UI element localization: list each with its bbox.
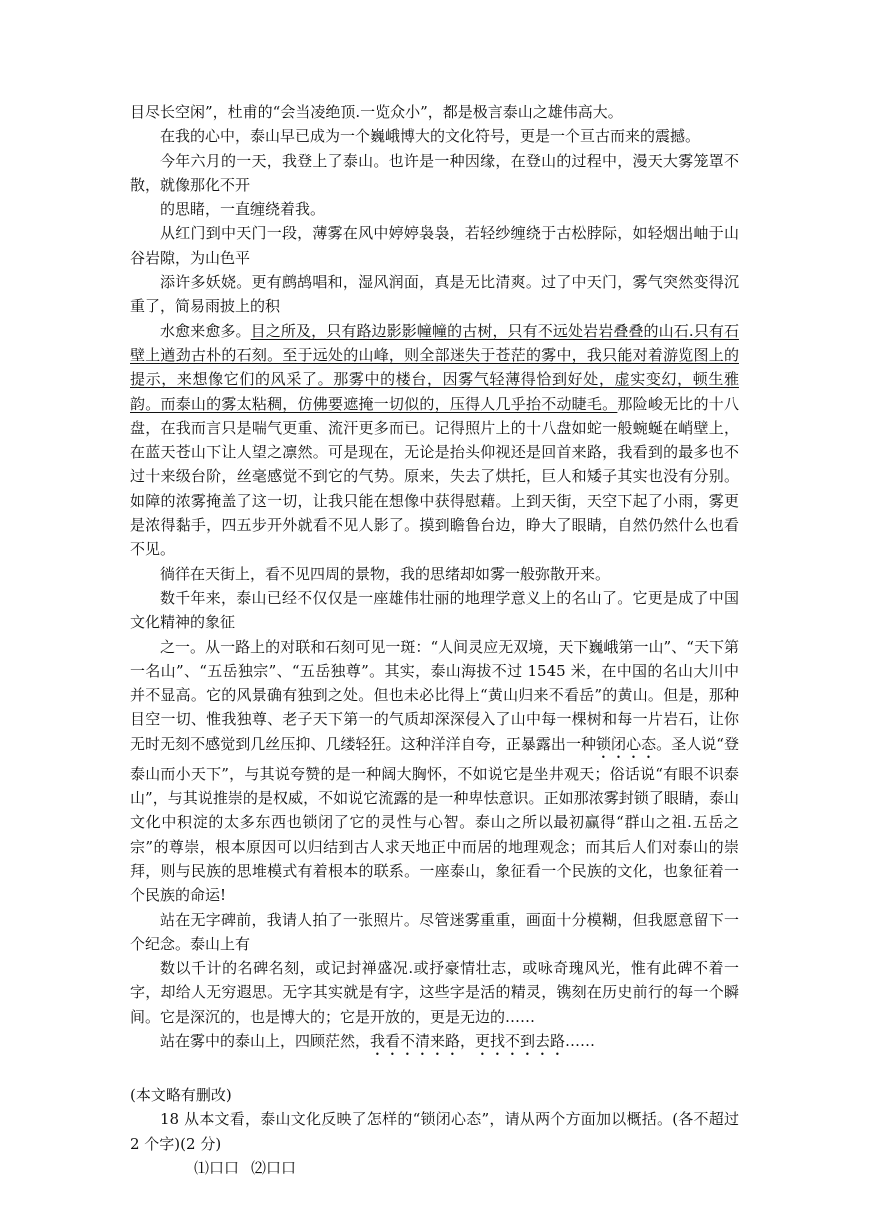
paragraph: 今年六月的一天，我登上了泰山。也许是一种因缘，在登山的过程中，漫天大雾笼罩不散，就像那化不开 [130,151,739,194]
underlined-passage: 目之所及，只有路边影影幢幢的古树，只有不远处岩岩叠叠的山石.只有石壁上遒劲古朴的石刻。至于远处的山峰，则全部迷失于苍茫的雾中，我只能对着游览图上的提示，来想像它们的风采了。那雾中的楼台，因雾气轻薄得恰到好处，虚实变幻，顿生雅韵。而泰山的雾太粘稠，仿佛要遮掩一切似的，压得人几乎抬不动睫毛。 [130,321,739,413]
answer-blank-1[interactable]: ⑴口口 [194,1158,240,1177]
paragraph [130,319,739,562]
emphasized-phrase: 我看不清来路，更找不到去路 [370,1031,566,1050]
paragraph: 在我的心中，泰山早已成为一个巍峨博大的文化符号，更是一个亘古而来的震撼。 [160,127,701,146]
paragraph [130,635,739,908]
paragraph-text: 。圣人说“登泰山而小天下”，与其说夸赞的是一种阔大胸怀，不如说它是坐井观天；俗话说“有眼不识泰山”，与其说推崇的是权威，不如说它流露的是一种卑怯意识。正如那浓雾封锁了眼睛，泰山文化中积淀的太多东西也锁闭了它的灵性与心智。泰山之所以最初赢得“群山之祖.五岳之宗”的尊崇，根本原因可以归结到古人求天地正中而居的地理观念；而其后人们对泰山的崇拜，则与民族的思堆模式有着根本的联系。一座泰山，象征看一个民族的文化，也象征着一个民族的命运! [130,734,739,905]
emphasized-phrase: 锁闭心态 [596,734,657,753]
paragraph: 目尽长空闲”，杜甫的“会当凌绝顶.一览众小”，都是极言泰山之雄伟高大。 [130,103,623,121]
question-text: 18 从本文看，泰山文化反映了怎样的“锁闭心态”，请从两个方面加以概括。(各不超过 2 个字)(2 分) [130,1110,739,1153]
paragraph-text: 水愈来愈多。 [160,321,251,340]
answer-blank-2[interactable]: ⑵口口 [251,1158,297,1177]
paragraph: 从红门到中天门一段，薄雾在风中婷婷袅袅，若轻纱缠绕于古松脖际，如轻烟出岫于山谷岩隙，为山色平 [130,224,739,267]
paragraph: 徜徉在天街上，看不见四周的景物，我的思绪却如雾一般弥散开来。 [160,564,611,583]
paragraph: 添许多妖娆。更有鹧鸪唱和，湿风润面，真是无比清爽。过了中天门，雾气突然变得沉重了，简易雨披上的积 [130,273,739,316]
paragraph-text: …… [565,1031,596,1050]
paragraph: 数以千计的名碑名刻，或记封禅盛况.或抒豪情壮志，或咏奇瑰风光，惟有此碑不着一字，却给人无穷遐思。无字其实就是有字，这些字是活的精灵，镌刻在历史前行的每一个瞬间。它是深沉的，也是博大的；它是开放的，更是无边的…… [130,959,739,1026]
paragraph-text: 之一。从一路上的对联和石刻可见一斑：“人间灵应无双境，天下巍峨第一山”、“天下第一名山”、“五岳独宗”、“五岳独尊”。其实，泰山海拔不过 1545 米，在中国的名山大川中并不显高。它的风景确有独到之处。但也未必比得上“黄山归来不看岳”的黄山。但是，那种目空一切、惟我独尊、老子天下第一的气质却深深侵入了山中每一棵树和每一片岩石，让你无时无刻不感觉到几丝压抑、几缕轻狂。这种洋洋自夸，正暴露出一种 [130,637,739,753]
source-note: (本文略有删改) [130,1085,232,1104]
paragraph: 的思睹，一直缠绕着我。 [160,200,326,219]
paragraph: 数千年来，泰山已经不仅仅是一座雄伟壮丽的地理学意义上的名山了。它更是成了中国文化精神的象征 [130,588,739,632]
paragraph-text: 那险峻无比的十八盘，在我而言只是喘气更重、流汗更多而已。记得照片上的十八盘如蛇一般蜿蜒在峭壁上，在蓝天苍山下让人望之凛然。可是现在，无论是抬头仰视还是回首来路，我看到的最多也不过十来级台阶，丝毫感觉不到它的气势。原来，失去了烘托，巨人和矮子其实也没有分别。如障的浓雾掩盖了这一切，让我只能在想像中获得慰藉。上到天街，天空下起了小雨，雾更是浓得黏手，四五步开外就看不见人影了。摸到瞻鲁台边，睁大了眼睛，自然仍然什么也看不见。 [130,394,739,559]
paragraph-text: 站在雾中的泰山上，四顾茫然， [160,1031,371,1050]
answer-line [130,1156,739,1180]
paragraph: 站在无字碑前，我请人拍了一张照片。尽管迷雾重重，画面十分模糊，但我愿意留下一个纪念。泰山上有 [130,910,739,953]
paragraph [130,1029,739,1059]
spacer [130,1059,739,1083]
